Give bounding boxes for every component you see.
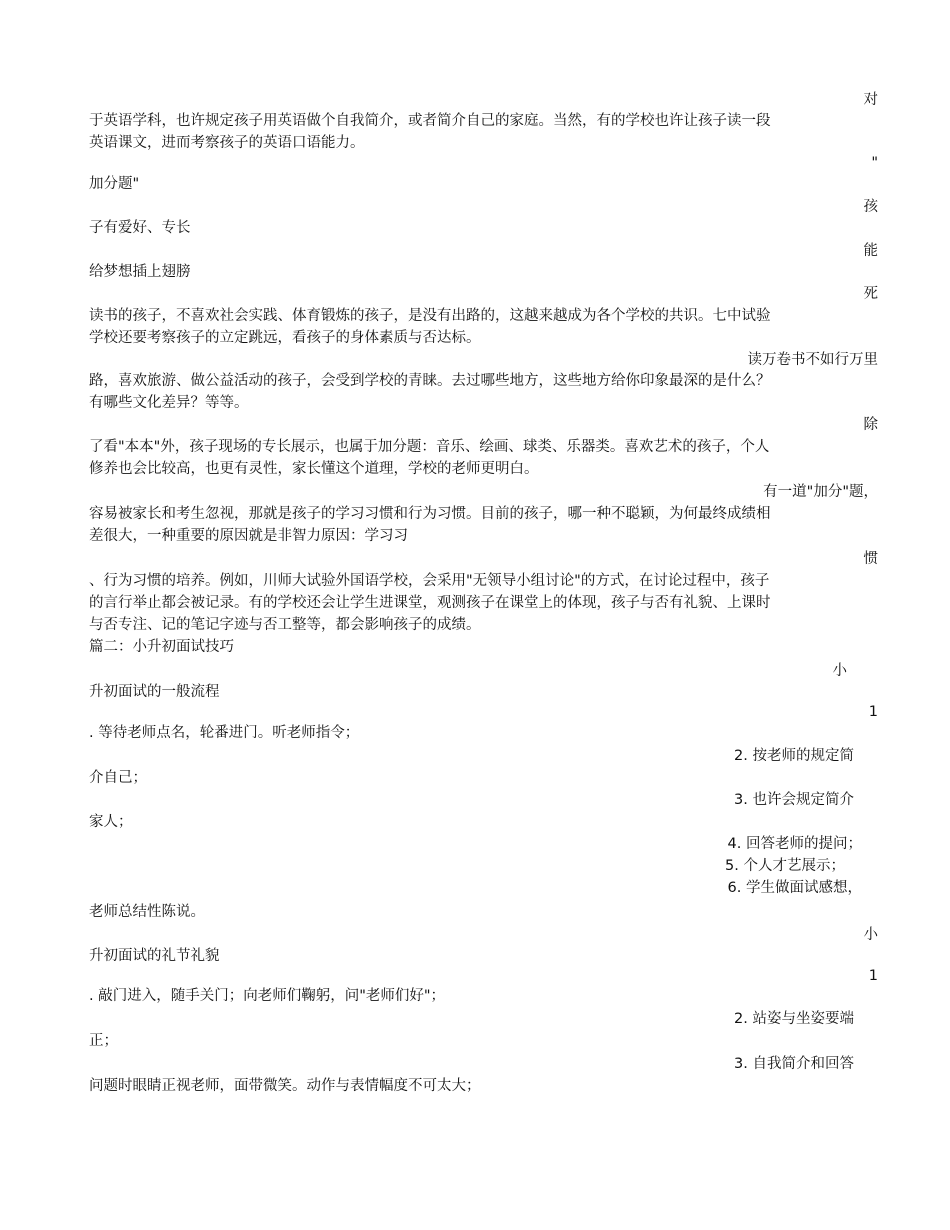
subheading: 升初面试的礼节礼貌 [89,948,220,964]
text-line: 除 [863,417,878,433]
text-line: . 敲门进入，随手关门；向老师们鞠躬，问"老师们好"； [89,988,446,1004]
text-line: 了看"本本"外，孩子现场的专长展示，也属于加分题：音乐、绘画、球类、乐器类。喜欢艺术的孩子，个人 [89,439,770,455]
section-heading: 篇二：小升初面试技巧 [89,639,234,655]
text-line: 1 [868,968,878,984]
text-line: 2. 站姿与坐姿要端 [734,1011,854,1027]
text-line: 6. 学生做面试感想， [727,880,862,896]
subheading: 升初面试的一般流程 [89,684,220,700]
text-line: 读书的孩子，不喜欢社会实践、体育锻炼的孩子，是没有出路的，这越来越成为各个学校的共识。七中试验 [89,308,771,324]
text-line: 小 [863,927,878,943]
text-line: 小 [832,663,847,679]
text-line: 有一道"加分"题， [763,484,878,500]
text-line: 3. 自我简介和回答 [734,1056,854,1072]
text-line: 3. 也许会规定简介 [734,792,854,808]
text-line: 惯 [863,551,878,567]
text-line: 介自己； [89,770,147,786]
text-line: 能 [863,243,878,259]
text-line: 孩 [863,199,878,215]
text-line: " [871,155,878,171]
text-line: 2. 按老师的规定简 [734,748,854,764]
text-line: 有哪些文化差异？等等。 [89,395,249,411]
text-line: 、行为习惯的培养。例如，川师大试验外国语学校，会采用"无领导小组讨论"的方式，在讨论过程中，孩子 [89,573,770,589]
text-line: 正； [89,1033,118,1049]
text-line: 问题时眼睛正视老师，面带微笑。动作与表情幅度不可太大； [89,1078,481,1094]
text-line: 4. 回答老师的提问； [727,836,862,852]
text-line: 于英语学科，也许规定孩子用英语做个自我简介，或者简介自己的家庭。当然，有的学校也许让孩子读一段 [89,113,771,129]
text-line: 修养也会比较高，也更有灵性，家长懂这个道理，学校的老师更明白。 [89,461,539,477]
text-line: 容易被家长和考生忽视，那就是孩子的学习习惯和行为习惯。目前的孩子，哪一种不聪颖，为何最终成绩相 [89,506,771,522]
text-line: 1 [868,704,878,720]
text-line: 子有爱好、专长 [89,220,191,236]
text-line: 老师总结性陈说。 [89,904,205,920]
text-line: . 等待老师点名，轮番进门。听老师指令； [89,725,360,741]
text-line: 学校还要考察孩子的立定跳远，看孩子的身体素质与否达标。 [89,330,481,346]
text-line: 加分题" [89,176,140,192]
text-line: 读万卷书不如行万里 [747,352,878,368]
text-line: 给梦想插上翅膀 [89,264,191,280]
text-line: 与否专注、记的笔记字迹与否工整等，都会影响孩子的成绩。 [89,617,481,633]
text-line: 英语课文，进而考察孩子的英语口语能力。 [89,135,365,151]
text-line: 5. 个人才艺展示； [725,858,845,874]
text-line: 路，喜欢旅游、做公益活动的孩子，会受到学校的青睐。去过哪些地方，这些地方给你印象最深的是什么？ [89,373,771,389]
text-line: 家人； [89,814,133,830]
text-line: 对 [863,92,878,108]
text-line: 死 [863,286,878,302]
text-line: 差很大，一种重要的原因就是非智力原因：学习习 [89,528,408,544]
text-line: 的言行举止都会被记录。有的学校还会让学生进课堂，观测孩子在课堂上的体现，孩子与否有礼貌、上课时 [89,595,771,611]
